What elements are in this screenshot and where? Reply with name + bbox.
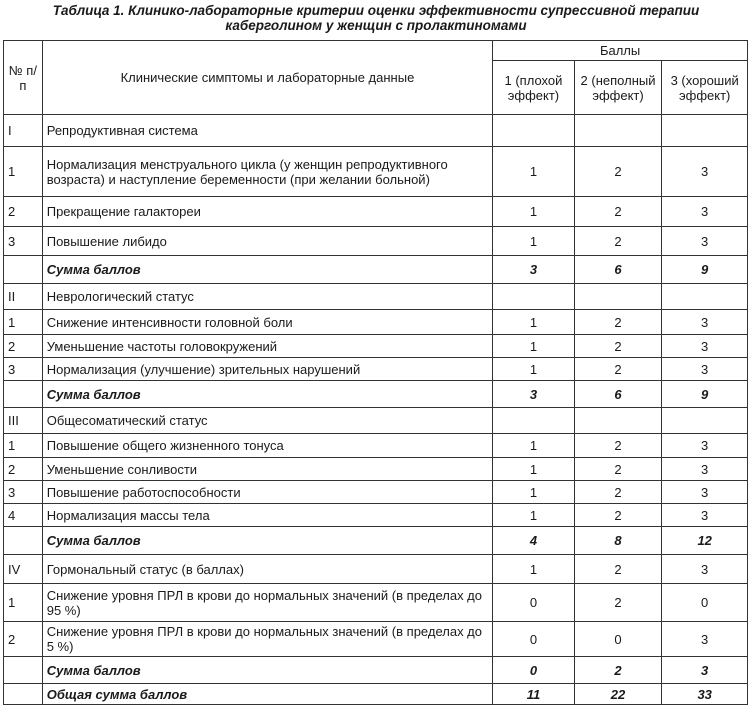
row-score-3: 3 — [662, 622, 748, 657]
row-score-3: 3 — [662, 358, 748, 381]
section-num: IV — [4, 555, 43, 584]
sum-score-2: 8 — [574, 527, 662, 555]
row-text: Снижение интенсивности головной боли — [42, 310, 492, 335]
sum-score-2: 6 — [574, 256, 662, 284]
total-label: Общая сумма баллов — [42, 684, 492, 705]
table-row — [4, 434, 748, 458]
row-score-2: 2 — [574, 504, 662, 527]
table-row — [4, 481, 748, 504]
row-text: Нормализация массы тела — [42, 504, 492, 527]
row-score-2: 2 — [574, 197, 662, 227]
row-score-3: 3 — [662, 481, 748, 504]
sum-row — [4, 657, 748, 684]
sum-score-3: 9 — [662, 381, 748, 408]
sum-score-1: 4 — [493, 527, 575, 555]
section-row — [4, 284, 748, 310]
section-score-1: 1 — [493, 555, 575, 584]
header-scores: Баллы — [493, 41, 748, 61]
header-num: № п/п — [4, 41, 43, 115]
row-num: 1 — [4, 434, 43, 458]
row-text: Повышение либидо — [42, 227, 492, 256]
total-score-1: 11 — [493, 684, 575, 705]
caption-line-2: каберголином у женщин с пролактиномами — [225, 18, 527, 33]
row-score-2: 2 — [574, 358, 662, 381]
sum-score-3: 12 — [662, 527, 748, 555]
total-row — [4, 684, 748, 705]
row-num: 3 — [4, 481, 43, 504]
section-num: II — [4, 284, 43, 310]
row-score-2: 2 — [574, 147, 662, 197]
table-row — [4, 197, 748, 227]
row-text: Прекращение галактореи — [42, 197, 492, 227]
row-score-1: 1 — [493, 310, 575, 335]
sum-score-3: 9 — [662, 256, 748, 284]
sum-score-2: 2 — [574, 657, 662, 684]
table-row — [4, 147, 748, 197]
row-score-2: 2 — [574, 434, 662, 458]
row-score-2: 2 — [574, 335, 662, 358]
sum-label: Сумма баллов — [42, 256, 492, 284]
row-num: 2 — [4, 458, 43, 481]
section-num: III — [4, 408, 43, 434]
row-text: Нормализация (улучшение) зрительных нарушений — [42, 358, 492, 381]
section-title: Общесоматический статус — [42, 408, 492, 434]
section-title: Неврологический статус — [42, 284, 492, 310]
row-score-1: 0 — [493, 584, 575, 622]
row-score-1: 1 — [493, 358, 575, 381]
row-score-2: 2 — [574, 227, 662, 256]
total-score-2: 22 — [574, 684, 662, 705]
row-score-2: 2 — [574, 310, 662, 335]
row-num: 2 — [4, 197, 43, 227]
sum-score-1: 3 — [493, 256, 575, 284]
row-text: Снижение уровня ПРЛ в крови до нормальных значений (в пределах до 5 %) — [42, 622, 492, 657]
sum-score-3: 3 — [662, 657, 748, 684]
section-score-2: 2 — [574, 555, 662, 584]
sum-row — [4, 527, 748, 555]
row-num: 1 — [4, 584, 43, 622]
table-row — [4, 358, 748, 381]
table-row — [4, 584, 748, 622]
row-text: Снижение уровня ПРЛ в крови до нормальных значений (в пределах до 95 %) — [42, 584, 492, 622]
caption-line-1: Таблица 1. Клинико-лабораторные критерии оценки эффективности супрессивной терапии — [52, 3, 700, 18]
row-score-3: 0 — [662, 584, 748, 622]
row-score-1: 1 — [493, 335, 575, 358]
row-score-3: 3 — [662, 197, 748, 227]
sum-row — [4, 381, 748, 408]
section-row — [4, 115, 748, 147]
sum-label: Сумма баллов — [42, 381, 492, 408]
row-score-2: 0 — [574, 622, 662, 657]
table-row — [4, 227, 748, 256]
row-score-1: 1 — [493, 481, 575, 504]
row-num: 4 — [4, 504, 43, 527]
sum-label: Сумма баллов — [42, 527, 492, 555]
header-score-2: 2 (неполный эффект) — [574, 61, 662, 115]
section-score-3: 3 — [662, 555, 748, 584]
table-caption — [0, 0, 752, 33]
row-score-3: 3 — [662, 434, 748, 458]
row-score-1: 1 — [493, 458, 575, 481]
row-text: Повышение работоспособности — [42, 481, 492, 504]
row-score-3: 3 — [662, 227, 748, 256]
row-score-1: 1 — [493, 434, 575, 458]
section-title: Гормональный статус (в баллах) — [42, 555, 492, 584]
row-num: 2 — [4, 335, 43, 358]
table-row — [4, 310, 748, 335]
row-num: 1 — [4, 147, 43, 197]
sum-score-1: 3 — [493, 381, 575, 408]
row-num: 2 — [4, 622, 43, 657]
section-row — [4, 555, 748, 584]
sum-row — [4, 256, 748, 284]
table-row — [4, 458, 748, 481]
section-row — [4, 408, 748, 434]
row-score-1: 1 — [493, 197, 575, 227]
row-score-3: 3 — [662, 504, 748, 527]
header-symptoms: Клинические симптомы и лабораторные данные — [42, 41, 492, 115]
criteria-table — [3, 40, 748, 705]
header-score-3: 3 (хороший эффект) — [662, 61, 748, 115]
row-score-3: 3 — [662, 458, 748, 481]
row-score-3: 3 — [662, 335, 748, 358]
table-row — [4, 622, 748, 657]
sum-label: Сумма баллов — [42, 657, 492, 684]
section-num: I — [4, 115, 43, 147]
sum-score-2: 6 — [574, 381, 662, 408]
total-score-3: 33 — [662, 684, 748, 705]
row-score-1: 0 — [493, 622, 575, 657]
row-score-2: 2 — [574, 584, 662, 622]
table-row — [4, 335, 748, 358]
row-score-2: 2 — [574, 481, 662, 504]
table-row — [4, 504, 748, 527]
row-num: 3 — [4, 358, 43, 381]
row-num: 1 — [4, 310, 43, 335]
section-title: Репродуктивная система — [42, 115, 492, 147]
row-score-1: 1 — [493, 504, 575, 527]
row-score-3: 3 — [662, 147, 748, 197]
row-text: Повышение общего жизненного тонуса — [42, 434, 492, 458]
header-score-1: 1 (плохой эффект) — [493, 61, 575, 115]
row-text: Уменьшение сонливости — [42, 458, 492, 481]
row-num: 3 — [4, 227, 43, 256]
row-score-2: 2 — [574, 458, 662, 481]
row-text: Нормализация менструального цикла (у женщин репродуктивного возраста) и наступление беременности (при желании больной) — [42, 147, 492, 197]
sum-score-1: 0 — [493, 657, 575, 684]
row-score-1: 1 — [493, 147, 575, 197]
row-score-1: 1 — [493, 227, 575, 256]
row-score-3: 3 — [662, 310, 748, 335]
row-text: Уменьшение частоты головокружений — [42, 335, 492, 358]
